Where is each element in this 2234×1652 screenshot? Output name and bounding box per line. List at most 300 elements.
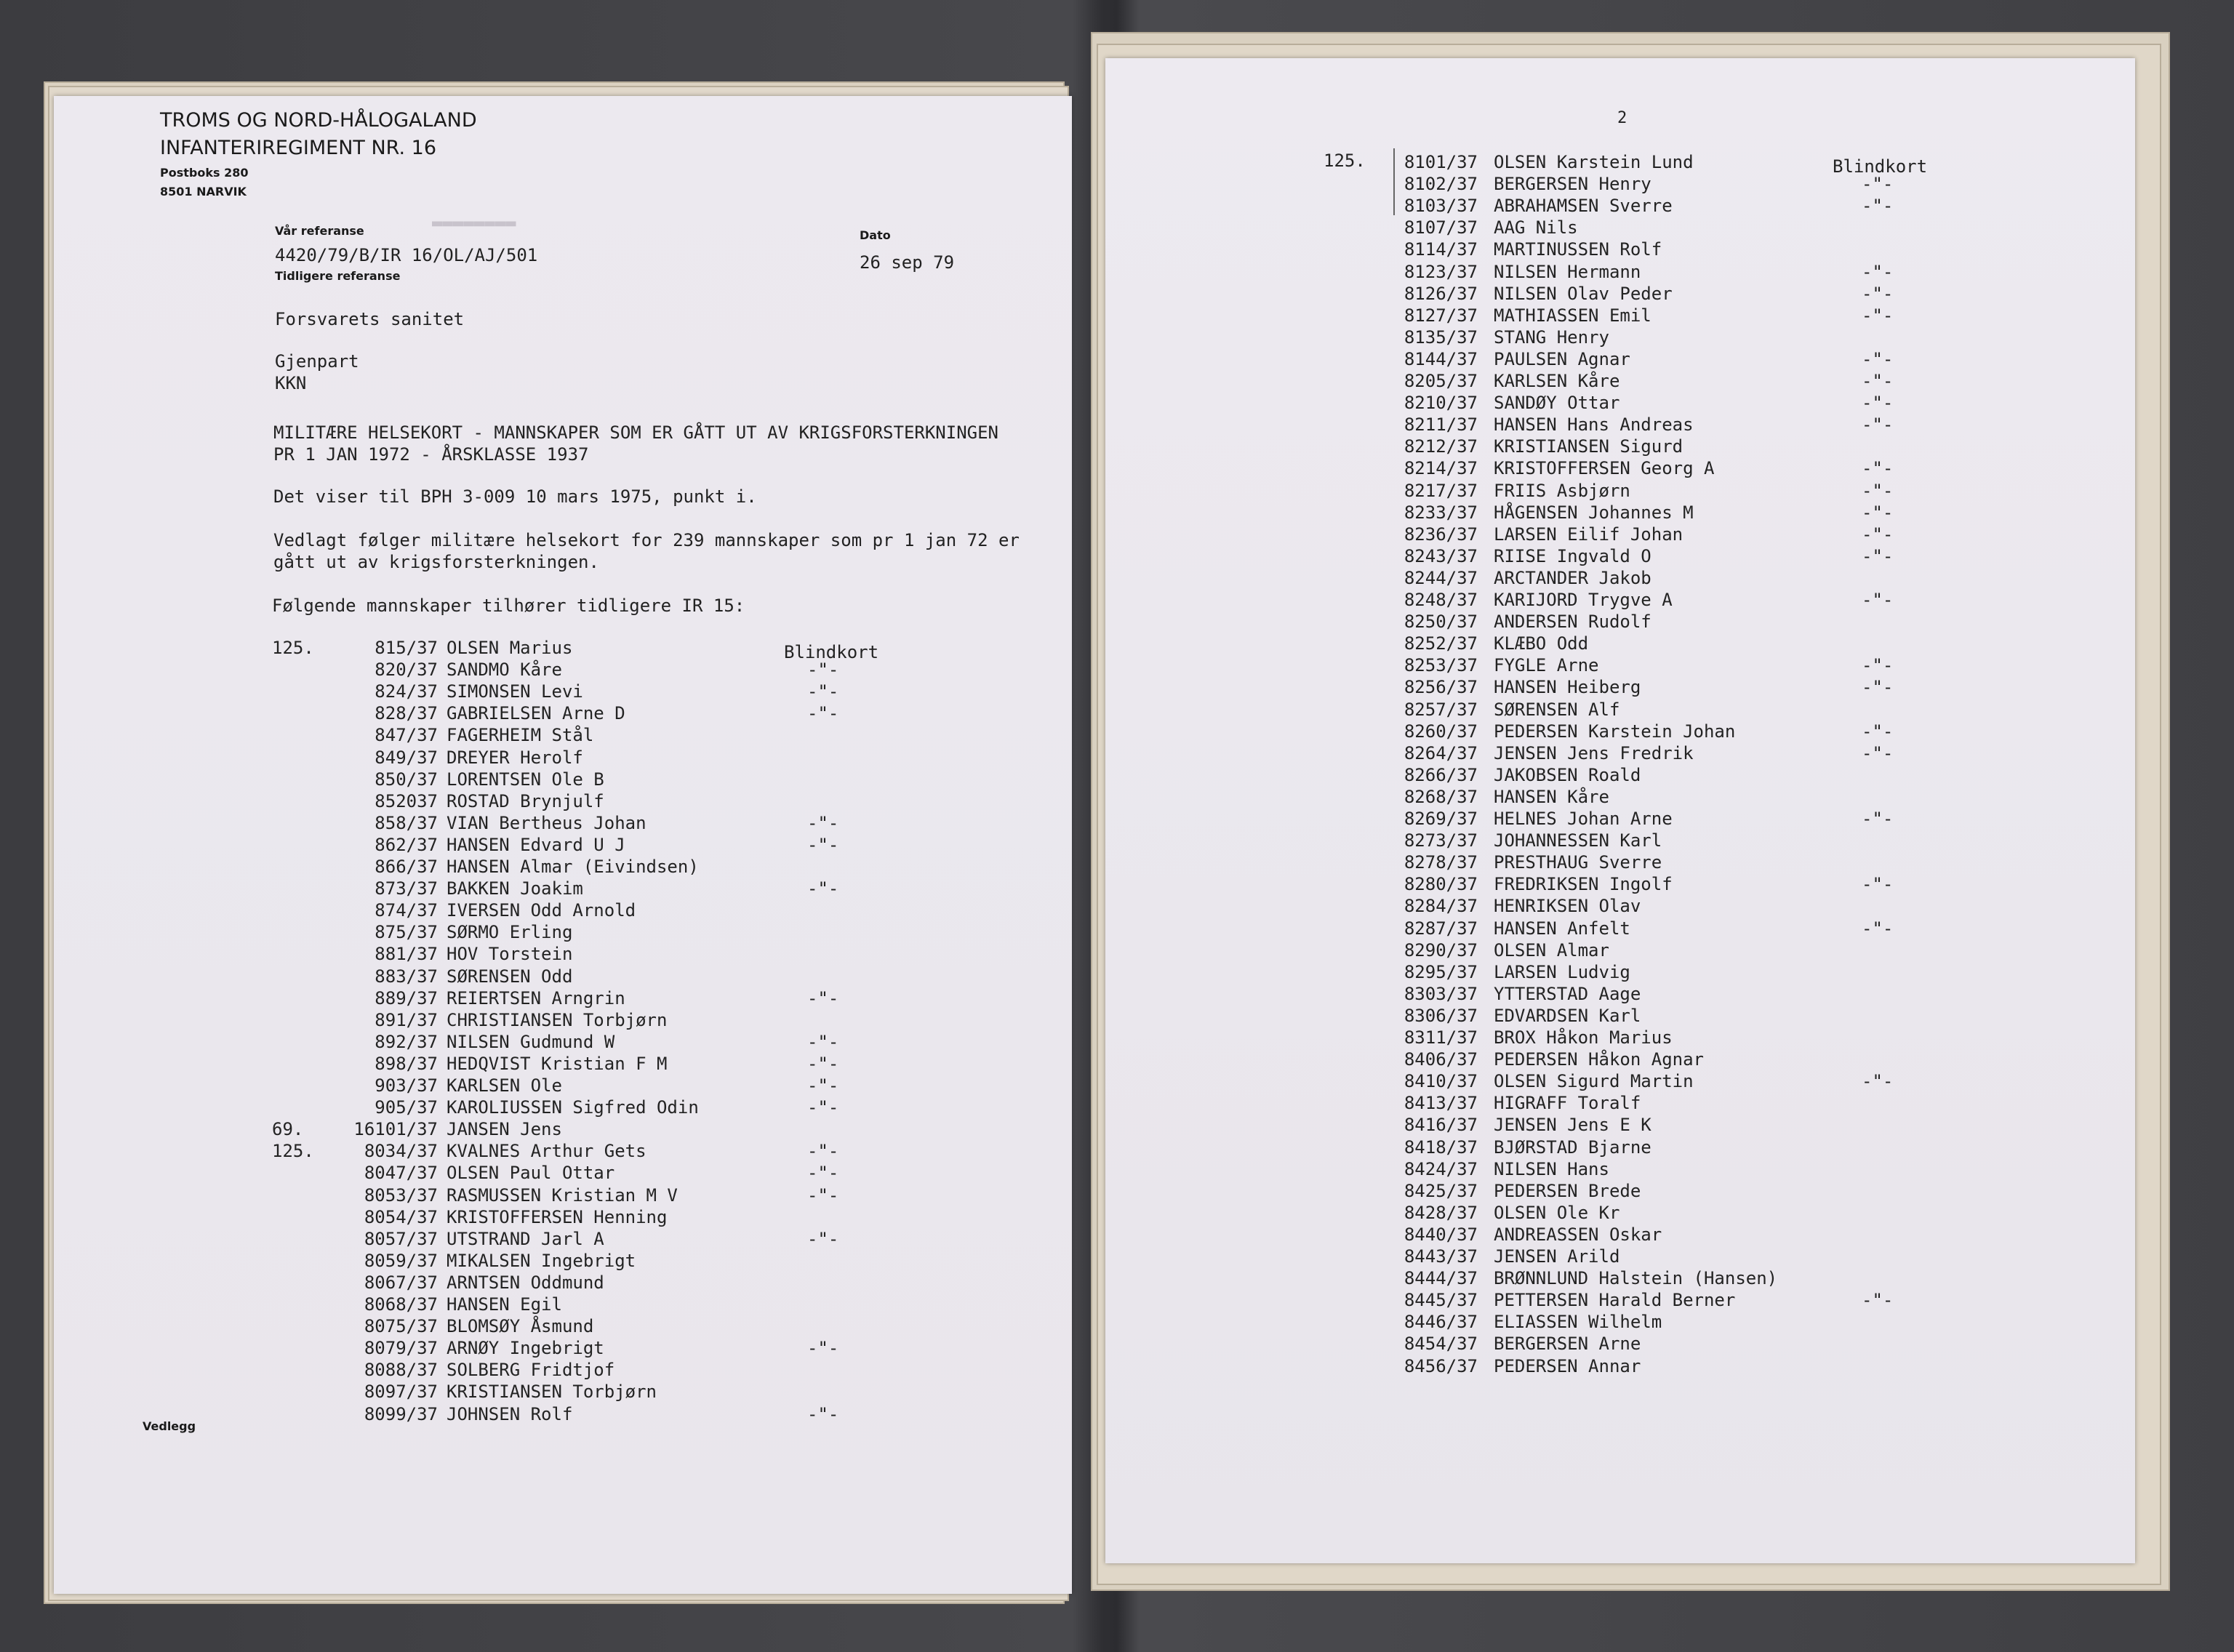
unit-code: 125. xyxy=(272,1141,314,1162)
person-name: FAGERHEIM Stål xyxy=(447,725,594,746)
service-number: 8244/37 xyxy=(1404,567,1478,588)
list-item xyxy=(54,1053,1072,1075)
list-item xyxy=(54,1075,1072,1096)
person-name: DREYER Herolf xyxy=(447,747,583,768)
service-number: 8444/37 xyxy=(1404,1268,1478,1289)
service-number: 8266/37 xyxy=(1404,764,1478,785)
list-item xyxy=(1105,480,2135,502)
list-item xyxy=(1105,851,2135,873)
service-number: 8257/37 xyxy=(1404,699,1478,720)
service-number: 8107/37 xyxy=(1404,217,1478,238)
blindkort-mark: -"- xyxy=(1862,742,1894,763)
blindkort-mark: -"- xyxy=(1862,305,1894,326)
unit-code: 125. xyxy=(272,638,314,658)
blindkort-mark: -"- xyxy=(1862,1071,1894,1092)
vedlegg-label: Vedlegg xyxy=(143,1419,196,1433)
person-name: AAG Nils xyxy=(1494,217,1578,238)
person-name: KRISTIANSEN Torbjørn xyxy=(447,1382,657,1403)
service-number: 873/37 xyxy=(375,878,438,899)
list-item xyxy=(1105,370,2135,392)
list-item xyxy=(54,1140,1072,1162)
person-name: ELIASSEN Wilhelm xyxy=(1494,1312,1662,1333)
list-item xyxy=(54,1031,1072,1053)
list-item xyxy=(1105,545,2135,567)
person-name: REIERTSEN Arngrin xyxy=(447,987,625,1009)
blindkort-mark: -"- xyxy=(807,1053,839,1074)
list-item xyxy=(1105,633,2135,654)
person-name: JENSEN Jens Fredrik xyxy=(1494,742,1694,763)
service-number: 8418/37 xyxy=(1404,1136,1478,1158)
service-number: 847/37 xyxy=(375,725,438,746)
blindkort-mark: -"- xyxy=(807,834,839,855)
list-item xyxy=(54,1359,1072,1381)
list-item xyxy=(1105,699,2135,721)
blindkort-mark: -"- xyxy=(1862,545,1894,566)
blindkort-mark: -"- xyxy=(1862,655,1894,676)
gjenpart: Gjenpart xyxy=(275,351,359,372)
person-name: FREDRIKSEN Ingolf xyxy=(1494,874,1673,895)
service-number: 8126/37 xyxy=(1404,283,1478,304)
list-item xyxy=(1105,983,2135,1005)
blindkort-mark: -"- xyxy=(807,1097,839,1118)
reference-text: Det viser til BPH 3-009 10 mars 1975, punkt i. xyxy=(273,486,757,507)
service-number: 852037 xyxy=(375,790,438,811)
person-name: VIAN Bertheus Johan xyxy=(447,812,646,833)
list-item xyxy=(54,834,1072,856)
person-name: ANDREASSEN Oskar xyxy=(1494,1224,1662,1245)
service-number: 815/37 xyxy=(375,638,438,658)
service-number: 8424/37 xyxy=(1404,1158,1478,1179)
person-name: HANSEN Anfelt xyxy=(1494,918,1630,939)
blindkort-mark: -"- xyxy=(1862,393,1894,414)
list-item xyxy=(54,1250,1072,1272)
person-name: KRISTOFFERSEN Georg A xyxy=(1494,458,1715,479)
service-number: 8034/37 xyxy=(364,1141,438,1162)
person-name: HANSEN Hans Andreas xyxy=(1494,414,1694,436)
person-name: RASMUSSEN Kristian M V xyxy=(447,1184,678,1206)
blindkort-mark: -"- xyxy=(1862,1290,1894,1311)
list-item xyxy=(1105,436,2135,457)
person-name: STANG Henry xyxy=(1494,326,1609,348)
blindkort-mark: -"- xyxy=(1862,677,1894,698)
person-name: ARNØY Ingebrigt xyxy=(447,1338,604,1359)
person-name: KARLSEN Ole xyxy=(447,1075,562,1096)
service-number: 8210/37 xyxy=(1404,393,1478,414)
person-name: LARSEN Eilif Johan xyxy=(1494,524,1683,545)
service-number: 8079/37 xyxy=(364,1338,438,1359)
list-item xyxy=(54,681,1072,702)
service-number: 8205/37 xyxy=(1404,371,1478,391)
list-item xyxy=(1105,283,2135,305)
service-number: 905/37 xyxy=(375,1097,438,1118)
blindkort-mark: -"- xyxy=(1862,524,1894,545)
service-number: 8211/37 xyxy=(1404,414,1478,436)
dato: 26 sep 79 xyxy=(860,252,955,273)
list-item xyxy=(1105,392,2135,414)
blindkort-mark: -"- xyxy=(807,1184,839,1206)
list-item xyxy=(1105,589,2135,611)
blindkort-mark: -"- xyxy=(1862,348,1894,369)
service-number: 8273/37 xyxy=(1404,830,1478,851)
person-name: HANSEN Almar (Eivindsen) xyxy=(447,857,699,877)
list-item xyxy=(54,1096,1072,1118)
person-name: PEDERSEN Annar xyxy=(1494,1355,1641,1376)
blindkort-mark: -"- xyxy=(807,1141,839,1162)
service-number: 8413/37 xyxy=(1404,1093,1478,1114)
person-name: HANSEN Kåre xyxy=(1494,786,1609,807)
person-name: SØRMO Erling xyxy=(447,922,573,943)
person-name: LARSEN Ludvig xyxy=(1494,961,1630,982)
org-name-line2: INFANTERIREGIMENT NR. 16 xyxy=(160,137,437,159)
service-number: 8212/37 xyxy=(1404,436,1478,457)
service-number: 8406/37 xyxy=(1404,1049,1478,1070)
person-name: GABRIELSEN Arne D xyxy=(447,703,625,724)
service-number: 8425/37 xyxy=(1404,1180,1478,1201)
unit-number: 125. xyxy=(1324,151,1366,171)
service-number: 8217/37 xyxy=(1404,480,1478,501)
blindkort-mark: -"- xyxy=(1862,414,1894,436)
list-item xyxy=(1105,1311,2135,1333)
service-number: 8233/37 xyxy=(1404,502,1478,523)
person-name: JAKOBSEN Roald xyxy=(1494,764,1641,785)
person-name: SØRENSEN Odd xyxy=(447,966,573,987)
dato-label: Dato xyxy=(860,228,891,242)
list-item xyxy=(54,1315,1072,1337)
list-item xyxy=(54,921,1072,943)
person-name: SOLBERG Fridtjof xyxy=(447,1360,615,1381)
person-name: SIMONSEN Levi xyxy=(447,681,583,702)
service-number: 8311/37 xyxy=(1404,1027,1478,1048)
person-name: HÅGENSEN Johannes M xyxy=(1494,502,1694,523)
list-item xyxy=(54,724,1072,746)
person-name: PRESTHAUG Sverre xyxy=(1494,852,1662,873)
person-name: PETTERSEN Harald Berner xyxy=(1494,1290,1736,1311)
person-name: ARCTANDER Jakob xyxy=(1494,567,1652,588)
service-number: 8416/37 xyxy=(1404,1115,1478,1136)
list-item xyxy=(54,1337,1072,1359)
blindkort-mark: -"- xyxy=(807,681,839,702)
person-name: HANSEN Edvard U J xyxy=(447,834,625,855)
list-item xyxy=(1105,1158,2135,1180)
service-number: 8410/37 xyxy=(1404,1071,1478,1092)
list-item xyxy=(1105,895,2135,917)
list-item xyxy=(54,966,1072,987)
service-number: 8284/37 xyxy=(1404,896,1478,917)
list-item xyxy=(1105,742,2135,764)
list-item xyxy=(1105,961,2135,983)
list-item xyxy=(1105,721,2135,742)
list-item xyxy=(1105,1048,2135,1070)
person-name: KRISTOFFERSEN Henning xyxy=(447,1206,668,1227)
service-number: 883/37 xyxy=(375,966,438,987)
page-number: 2 xyxy=(1617,109,1628,127)
unit-code: 69. xyxy=(272,1119,304,1140)
service-number: 8102/37 xyxy=(1404,174,1478,195)
service-number: 8280/37 xyxy=(1404,874,1478,895)
service-number: 8243/37 xyxy=(1404,545,1478,566)
service-number: 8101/37 xyxy=(1404,152,1478,172)
person-name: FRIIS Asbjørn xyxy=(1494,480,1630,501)
var-referanse-label: Vår referanse xyxy=(275,224,364,238)
blindkort-mark: -"- xyxy=(807,812,839,833)
service-number: 8053/37 xyxy=(364,1184,438,1206)
person-name: ABRAHAMSEN Sverre xyxy=(1494,196,1673,217)
blindkort-mark: -"- xyxy=(1862,458,1894,479)
person-name: KVALNES Arthur Gets xyxy=(447,1141,646,1162)
person-name: BROX Håkon Marius xyxy=(1494,1027,1673,1048)
person-name: RIISE Ingvald O xyxy=(1494,545,1652,566)
list-item xyxy=(54,878,1072,899)
blindkort-mark: -"- xyxy=(1862,174,1894,195)
blindkort-mark: -"- xyxy=(1862,918,1894,939)
person-name: SANDØY Ottar xyxy=(1494,393,1620,414)
service-number: 8067/37 xyxy=(364,1272,438,1293)
folgende-text: Følgende mannskaper tilhører tidligere IR 15: xyxy=(272,596,745,616)
person-name: HEDQVIST Kristian F M xyxy=(447,1053,668,1074)
person-name: JENSEN Jens E K xyxy=(1494,1115,1652,1136)
person-name: MIKALSEN Ingebrigt xyxy=(447,1250,636,1271)
list-item xyxy=(1105,238,2135,260)
service-number: 8306/37 xyxy=(1404,1005,1478,1026)
person-name: EDVARDSEN Karl xyxy=(1494,1005,1641,1026)
service-number: 8264/37 xyxy=(1404,742,1478,763)
list-item xyxy=(1105,1224,2135,1246)
service-number: 8443/37 xyxy=(1404,1246,1478,1267)
service-number: 8236/37 xyxy=(1404,524,1478,545)
blindkort-mark: -"- xyxy=(807,1338,839,1359)
service-number: 849/37 xyxy=(375,747,438,768)
list-item xyxy=(54,856,1072,878)
service-number: 8290/37 xyxy=(1404,939,1478,961)
list-item xyxy=(54,812,1072,834)
paragraph-line1: Vedlagt følger militære helsekort for 239 mannskaper som pr 1 jan 72 er xyxy=(273,530,1020,550)
list-item xyxy=(1105,326,2135,348)
service-number: 8250/37 xyxy=(1404,612,1478,633)
blindkort-mark: -"- xyxy=(807,1163,839,1184)
person-name: HANSEN Egil xyxy=(447,1294,562,1315)
service-number: 8287/37 xyxy=(1404,918,1478,939)
person-name: ROSTAD Brynjulf xyxy=(447,790,604,811)
person-name: JANSEN Jens xyxy=(447,1119,562,1140)
list-item xyxy=(1105,1289,2135,1311)
list-item xyxy=(1105,261,2135,283)
list-item xyxy=(54,1184,1072,1206)
list-item xyxy=(54,659,1072,681)
person-name: KARLSEN Kåre xyxy=(1494,371,1620,391)
list-item xyxy=(1105,1005,2135,1027)
service-number: 8269/37 xyxy=(1404,809,1478,829)
blindkort-mark: -"- xyxy=(807,1031,839,1052)
service-number: 866/37 xyxy=(375,857,438,877)
blindkort-mark: -"- xyxy=(1862,721,1894,742)
blindkort-mark: -"- xyxy=(1862,874,1894,895)
list-item xyxy=(1105,567,2135,589)
blindkort-header-left: Blindkort xyxy=(784,642,879,662)
blindkort-mark: -"- xyxy=(1862,261,1894,282)
person-name: PEDERSEN Karstein Johan xyxy=(1494,721,1736,742)
person-name: BAKKEN Joakim xyxy=(447,878,583,899)
list-item xyxy=(1105,173,2135,195)
person-name: NILSEN Gudmund W xyxy=(447,1031,615,1052)
list-item xyxy=(54,1294,1072,1315)
service-number: 898/37 xyxy=(375,1053,438,1074)
list-item xyxy=(54,943,1072,965)
list-item xyxy=(1105,1114,2135,1136)
service-number: 8253/37 xyxy=(1404,655,1478,676)
blindkort-mark: -"- xyxy=(1862,590,1894,610)
list-item xyxy=(54,637,1072,659)
tidligere-referanse-label: Tidligere referanse xyxy=(275,269,401,283)
list-item xyxy=(1105,654,2135,676)
service-number: 8075/37 xyxy=(364,1316,438,1337)
service-number: 8214/37 xyxy=(1404,458,1478,479)
blindkort-mark: -"- xyxy=(1862,371,1894,391)
list-item xyxy=(1105,830,2135,851)
person-name: BERGERSEN Arne xyxy=(1494,1334,1641,1355)
list-item xyxy=(54,702,1072,724)
list-item xyxy=(1105,195,2135,217)
service-number: 8278/37 xyxy=(1404,852,1478,873)
service-number: 8144/37 xyxy=(1404,348,1478,369)
service-number: 8446/37 xyxy=(1404,1312,1478,1333)
person-name: BRØNNLUND Halstein (Hansen) xyxy=(1494,1268,1778,1289)
person-name: HELNES Johan Arne xyxy=(1494,809,1673,829)
list-item xyxy=(54,790,1072,812)
list-item xyxy=(1105,1355,2135,1377)
city: 8501 NARVIK xyxy=(160,185,247,199)
postboks: Postboks 280 xyxy=(160,166,249,180)
blindkort-mark: -"- xyxy=(807,878,839,899)
service-number: 903/37 xyxy=(375,1075,438,1096)
person-name: NILSEN Hermann xyxy=(1494,261,1641,282)
service-number: 8428/37 xyxy=(1404,1202,1478,1223)
service-number: 8260/37 xyxy=(1404,721,1478,742)
person-name: OLSEN Marius xyxy=(447,638,573,658)
person-name: BLOMSØY Åsmund xyxy=(447,1316,594,1337)
service-number: 8445/37 xyxy=(1404,1290,1478,1311)
list-item xyxy=(54,769,1072,790)
person-name: HENRIKSEN Olav xyxy=(1494,896,1641,917)
person-name: OLSEN Karstein Lund xyxy=(1494,152,1694,172)
blindkort-mark: -"- xyxy=(1862,283,1894,304)
service-number: 8440/37 xyxy=(1404,1224,1478,1245)
service-number: 858/37 xyxy=(375,812,438,833)
list-item xyxy=(1105,676,2135,698)
person-name: BERGERSEN Henry xyxy=(1494,174,1652,195)
list-item xyxy=(54,1118,1072,1140)
service-number: 8127/37 xyxy=(1404,305,1478,326)
service-number: 8248/37 xyxy=(1404,590,1478,610)
person-name: OLSEN Ole Kr xyxy=(1494,1202,1620,1223)
kkn: KKN xyxy=(275,373,307,393)
service-number: 8088/37 xyxy=(364,1360,438,1381)
list-item xyxy=(1105,939,2135,961)
blindkort-header-right: Blindkort xyxy=(1833,156,1928,177)
service-number: 862/37 xyxy=(375,834,438,855)
blindkort-mark: -"- xyxy=(807,659,839,681)
blindkort-mark: -"- xyxy=(807,703,839,724)
person-name: LORENTSEN Ole B xyxy=(447,769,604,790)
person-name: KLÆBO Odd xyxy=(1494,633,1589,654)
list-item xyxy=(1105,348,2135,370)
list-item xyxy=(1105,1070,2135,1092)
list-item xyxy=(1105,217,2135,238)
list-item xyxy=(1105,786,2135,808)
service-number: 8454/37 xyxy=(1404,1334,1478,1355)
service-number: 892/37 xyxy=(375,1031,438,1052)
person-name: PEDERSEN Brede xyxy=(1494,1180,1641,1201)
blindkort-mark: -"- xyxy=(1862,502,1894,523)
list-item xyxy=(54,1162,1072,1184)
service-number: 8047/37 xyxy=(364,1163,438,1184)
list-item xyxy=(1105,457,2135,479)
person-name: PEDERSEN Håkon Agnar xyxy=(1494,1049,1704,1070)
service-number: 8114/37 xyxy=(1404,239,1478,260)
person-name: FYGLE Arne xyxy=(1494,655,1599,676)
person-name: CHRISTIANSEN Torbjørn xyxy=(447,1009,668,1030)
subject-line1: MILITÆRE HELSEKORT - MANNSKAPER SOM ER GÅTT UT AV KRIGSFORSTERKNINGEN xyxy=(273,422,998,443)
blindkort-mark: -"- xyxy=(807,1403,839,1424)
faint-bleed-text: ▬▬▬▬▬▬▬▬ xyxy=(432,212,516,233)
person-name: OLSEN Sigurd Martin xyxy=(1494,1071,1694,1092)
person-name: HOV Torstein xyxy=(447,944,573,965)
person-name: PAULSEN Agnar xyxy=(1494,348,1630,369)
blindkort-mark: -"- xyxy=(807,1075,839,1096)
list-item xyxy=(54,899,1072,921)
person-name: HANSEN Heiberg xyxy=(1494,677,1641,698)
service-number: 891/37 xyxy=(375,1009,438,1030)
service-number: 8059/37 xyxy=(364,1250,438,1271)
list-item xyxy=(54,1009,1072,1031)
list-item xyxy=(1105,502,2135,524)
right-page xyxy=(1105,58,2135,1563)
list-item xyxy=(54,1381,1072,1403)
person-name: KRISTIANSEN Sigurd xyxy=(1494,436,1683,457)
service-number: 8097/37 xyxy=(364,1382,438,1403)
person-name: SANDMO Kåre xyxy=(447,659,562,681)
person-name: MARTINUSSEN Rolf xyxy=(1494,239,1662,260)
service-number: 889/37 xyxy=(375,987,438,1009)
service-number: 16101/37 xyxy=(353,1119,438,1140)
list-item xyxy=(1105,1202,2135,1224)
service-number: 8123/37 xyxy=(1404,261,1478,282)
service-number: 874/37 xyxy=(375,900,438,921)
list-item xyxy=(1105,1092,2135,1114)
list-item xyxy=(1105,1027,2135,1048)
service-number: 8054/37 xyxy=(364,1206,438,1227)
person-name: NILSEN Olav Peder xyxy=(1494,283,1673,304)
var-referanse: 4420/79/B/IR 16/OL/AJ/501 xyxy=(275,245,538,265)
list-item xyxy=(54,1403,1072,1425)
list-item xyxy=(54,1228,1072,1250)
person-name: ARNTSEN Oddmund xyxy=(447,1272,604,1293)
person-name: BJØRSTAD Bjarne xyxy=(1494,1136,1652,1158)
person-name: HIGRAFF Toralf xyxy=(1494,1093,1641,1114)
person-name: KARIJORD Trygve A xyxy=(1494,590,1673,610)
blindkort-mark: -"- xyxy=(807,1228,839,1249)
person-name: ANDERSEN Rudolf xyxy=(1494,612,1652,633)
list-item xyxy=(1105,1246,2135,1267)
person-name: SØRENSEN Alf xyxy=(1494,699,1620,720)
service-number: 875/37 xyxy=(375,922,438,943)
subject-line2: PR 1 JAN 1972 - ÅRSKLASSE 1937 xyxy=(273,444,589,465)
list-item xyxy=(54,987,1072,1009)
service-number: 8456/37 xyxy=(1404,1355,1478,1376)
person-name: JOHNSEN Rolf xyxy=(447,1403,573,1424)
list-item xyxy=(1105,1180,2135,1202)
person-name: UTSTRAND Jarl A xyxy=(447,1228,604,1249)
list-item xyxy=(1105,1136,2135,1158)
